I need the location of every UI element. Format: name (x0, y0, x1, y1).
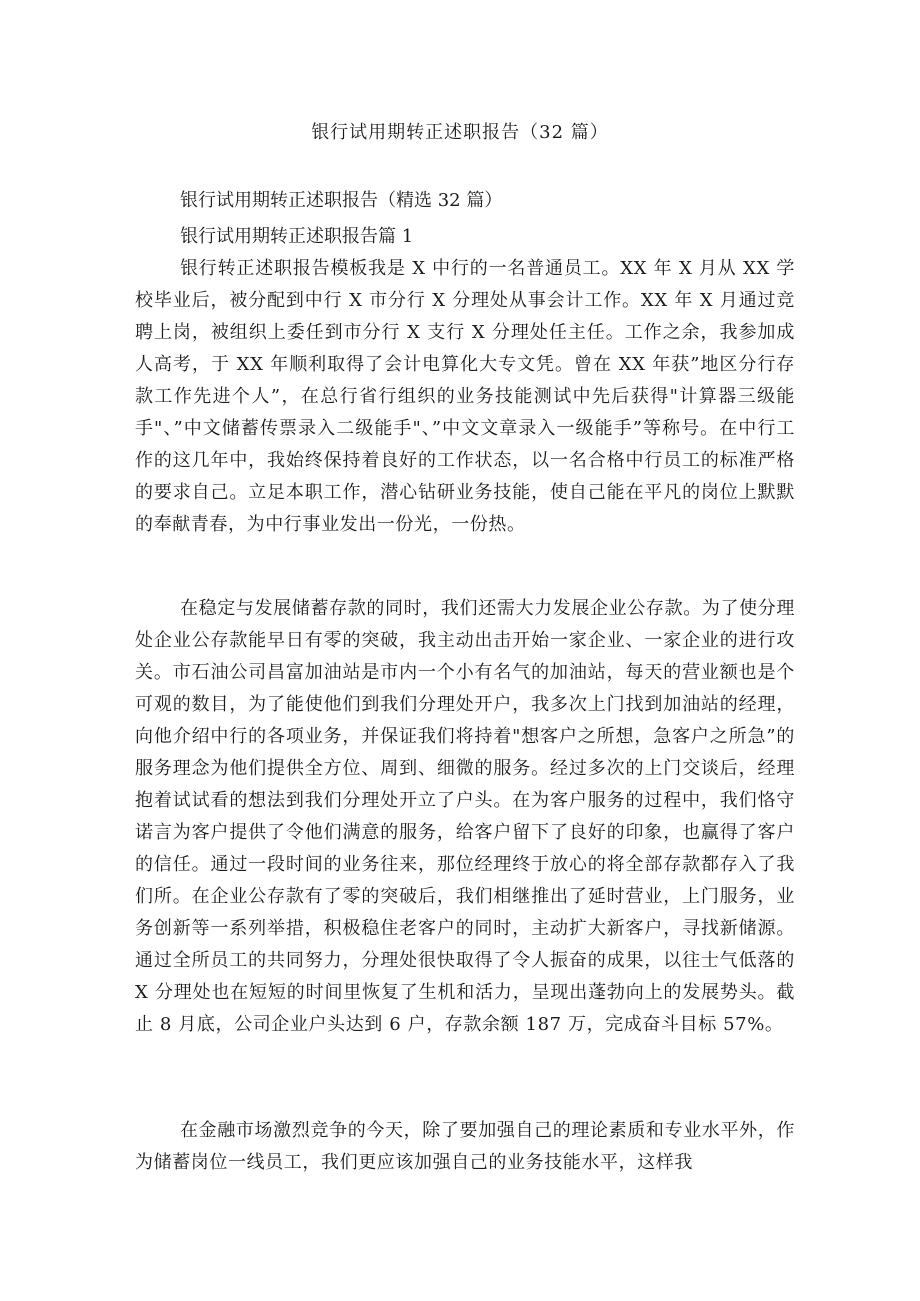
paragraph-3: 在金融市场激烈竞争的今天，除了要加强自己的理论素质和专业水平外，作为储蓄岗位一线员工，我们更应该加强自己的业务技能水平，这样我 (135, 1120, 795, 1173)
section-heading: 银行试用期转正述职报告篇 1 (180, 226, 414, 247)
document-subtitle: 银行试用期转正述职报告（精选 32 篇） (180, 190, 503, 211)
paragraph-2: 在稳定与发展储蓄存款的同时，我们还需大力发展企业公存款。为了使分理处企业公存款能早日有零的突破，我主动出击开始一家企业、一家企业的进行攻关。市石油公司昌富加油站是市内一个小有名气的加油站，每天的营业额也是个可观的数目，为了能使他们到我们分理处开户，我多次上门找到加油站的经理，向他介绍中行的各项业务，并保证我们将持着"想客户之所想，急客户之所急”的服务理念为他们提供全方位、周到、细微的服务。经过多次的上门交谈后，经理抱着试试看的想法到我们分理处开立了户头。在为客户服务的过程中，我们恪守诺言为客户提供了令他们满意的服务，给客户留下了良好的印象，也赢得了客户的信任。通过一段时间的业务往来，那位经理终于放心的将全部存款都存入了我们所。在企业公存款有了零的突破后，我们相继推出了延时营业，上门服务，业务创新等一系列举措，积极稳住老客户的同时，主动扩大新客户，寻找新储源。通过全所员工的共同努力，分理处很快取得了令人振奋的成果，以往士气低落的 X 分理处也在短短的时间里恢复了生机和活力，呈现出蓬勃向上的发展势头。截止 8 月底，公司企业户头达到 6 户，存款余额 187 万，完成奋斗目标 57%。 (135, 598, 795, 1035)
document-title: 银行试用期转正述职报告（32 篇） (311, 122, 609, 143)
paragraph-1: 银行转正述职报告模板我是 X 中行的一名普通员工。XX 年 X 月从 XX 学校毕业后，被分配到中行 X 市分行 X 分理处从事会计工作。XX 年 X 月通过竞聘上岗，被组织上委任到市分行 X 支行 X 分理处任主任。工作之余，我参加成人高考，于 XX 年顺利取得了会计电算化大专文凭。曾在 XX 年获”地区分行存款工作先进个人”，在总行省行组织的业务技能测试中先后获得"计算器三级能手"、”中文储蓄传票录入二级能手"、”中文文章录入一级能手”等称号。在中行工作的这几年中，我始终保持着良好的工作状态，以一名合格中行员工的标准严格的要求自己。立足本职工作，潜心钻研业务技能，使自己能在平凡的岗位上默默的奉献青春，为中行事业发出一份光，一份热。 (135, 258, 795, 535)
